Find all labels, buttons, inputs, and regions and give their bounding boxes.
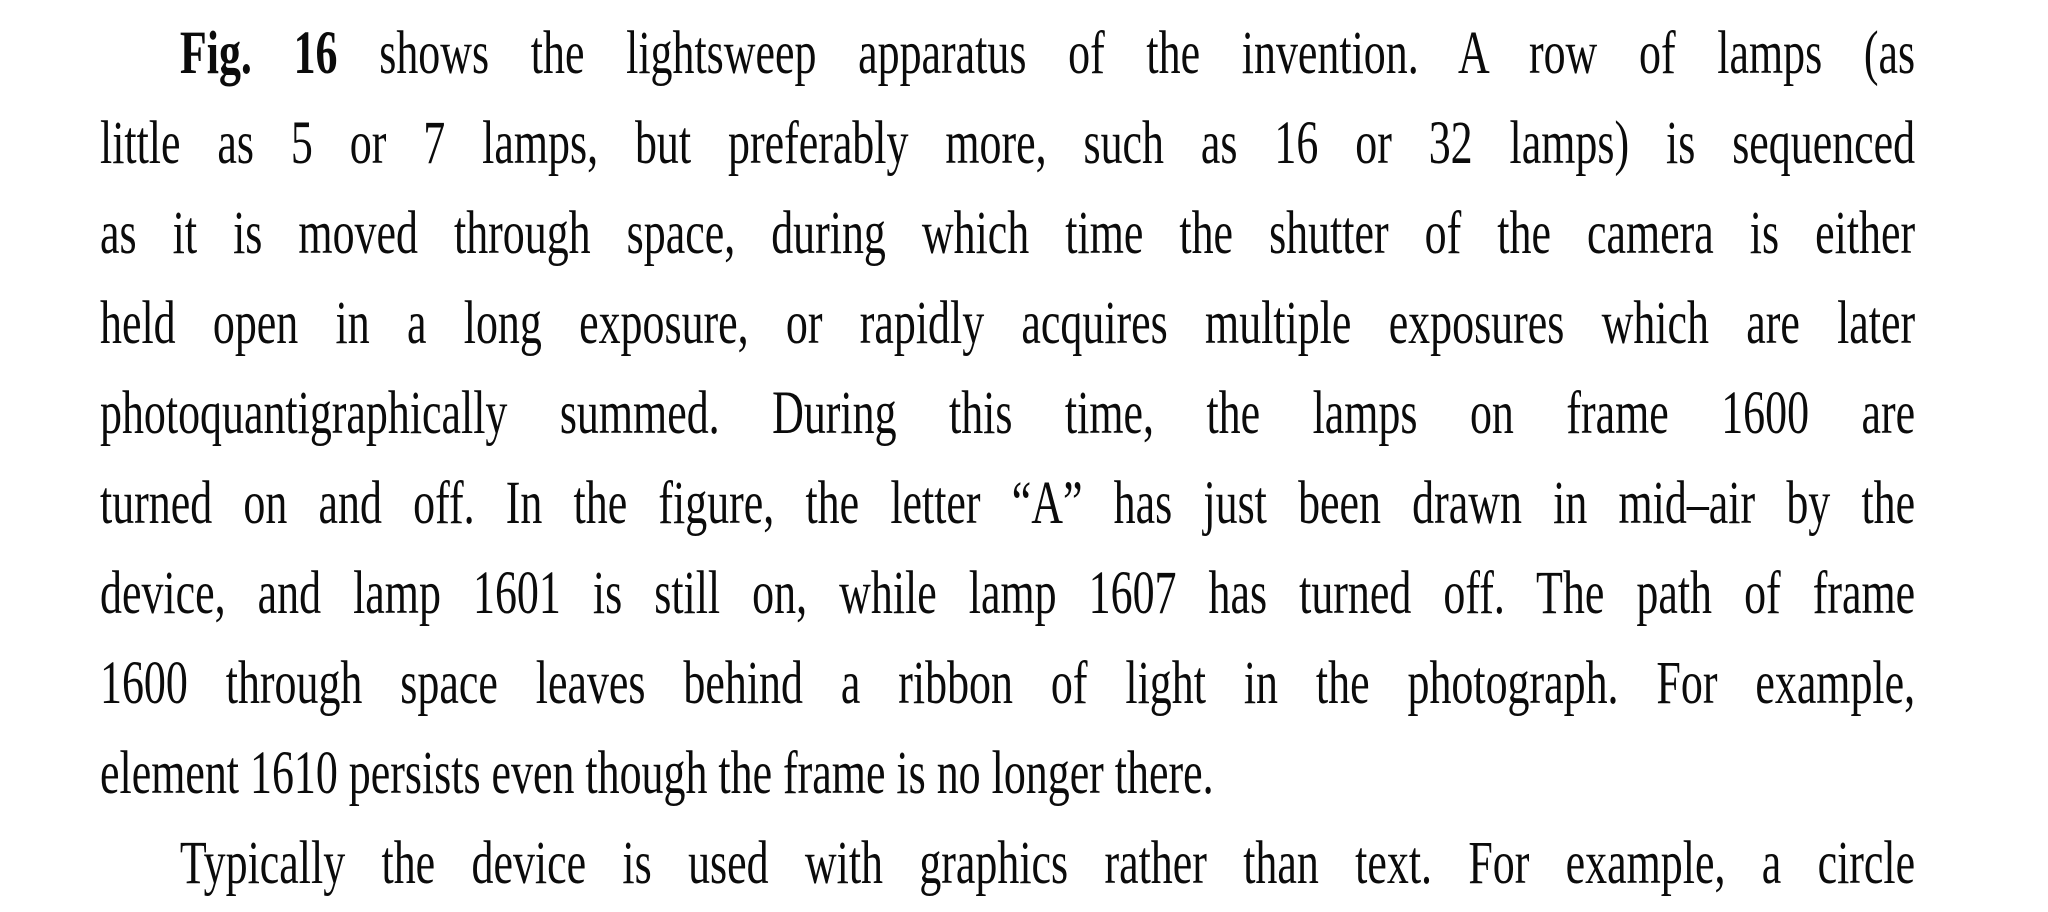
figure-reference: Fig. 16	[179, 20, 338, 87]
text-line	[100, 729, 1915, 819]
line-text: 1600 through space leaves behind a ribbon of light in the photograph. For example,	[100, 650, 1916, 717]
line-text: element 1610 persists even though the frame is no longer there.	[100, 740, 1214, 807]
text-line	[100, 369, 1915, 459]
text-line	[100, 189, 1915, 279]
line-text: Typically the device is used with graphics rather than text. For example, a circle	[179, 830, 1916, 897]
line-text: turned on and off. In the figure, the letter “A” has just been drawn in mid–air by the	[100, 470, 1916, 537]
line-text: shows the lightsweep apparatus of the invention. A row of lamps (as	[337, 20, 1916, 87]
text-line	[100, 549, 1915, 639]
text-line	[100, 9, 1915, 99]
body-text	[100, 9, 1915, 909]
line-text: held open in a long exposure, or rapidly acquires multiple exposures which are later	[100, 290, 1916, 357]
line-text: as it is moved through space, during which time the shutter of the camera is either	[100, 200, 1916, 267]
text-line	[100, 459, 1915, 549]
text-line	[100, 99, 1915, 189]
text-line	[100, 279, 1915, 369]
text-line	[100, 639, 1915, 729]
line-text: device, and lamp 1601 is still on, while lamp 1607 has turned off. The path of frame	[100, 560, 1916, 627]
line-text: photoquantigraphically summed. During this time, the lamps on frame 1600 are	[100, 380, 1916, 447]
line-text: little as 5 or 7 lamps, but preferably more, such as 16 or 32 lamps) is sequenced	[100, 110, 1916, 177]
text-line	[100, 819, 1915, 909]
